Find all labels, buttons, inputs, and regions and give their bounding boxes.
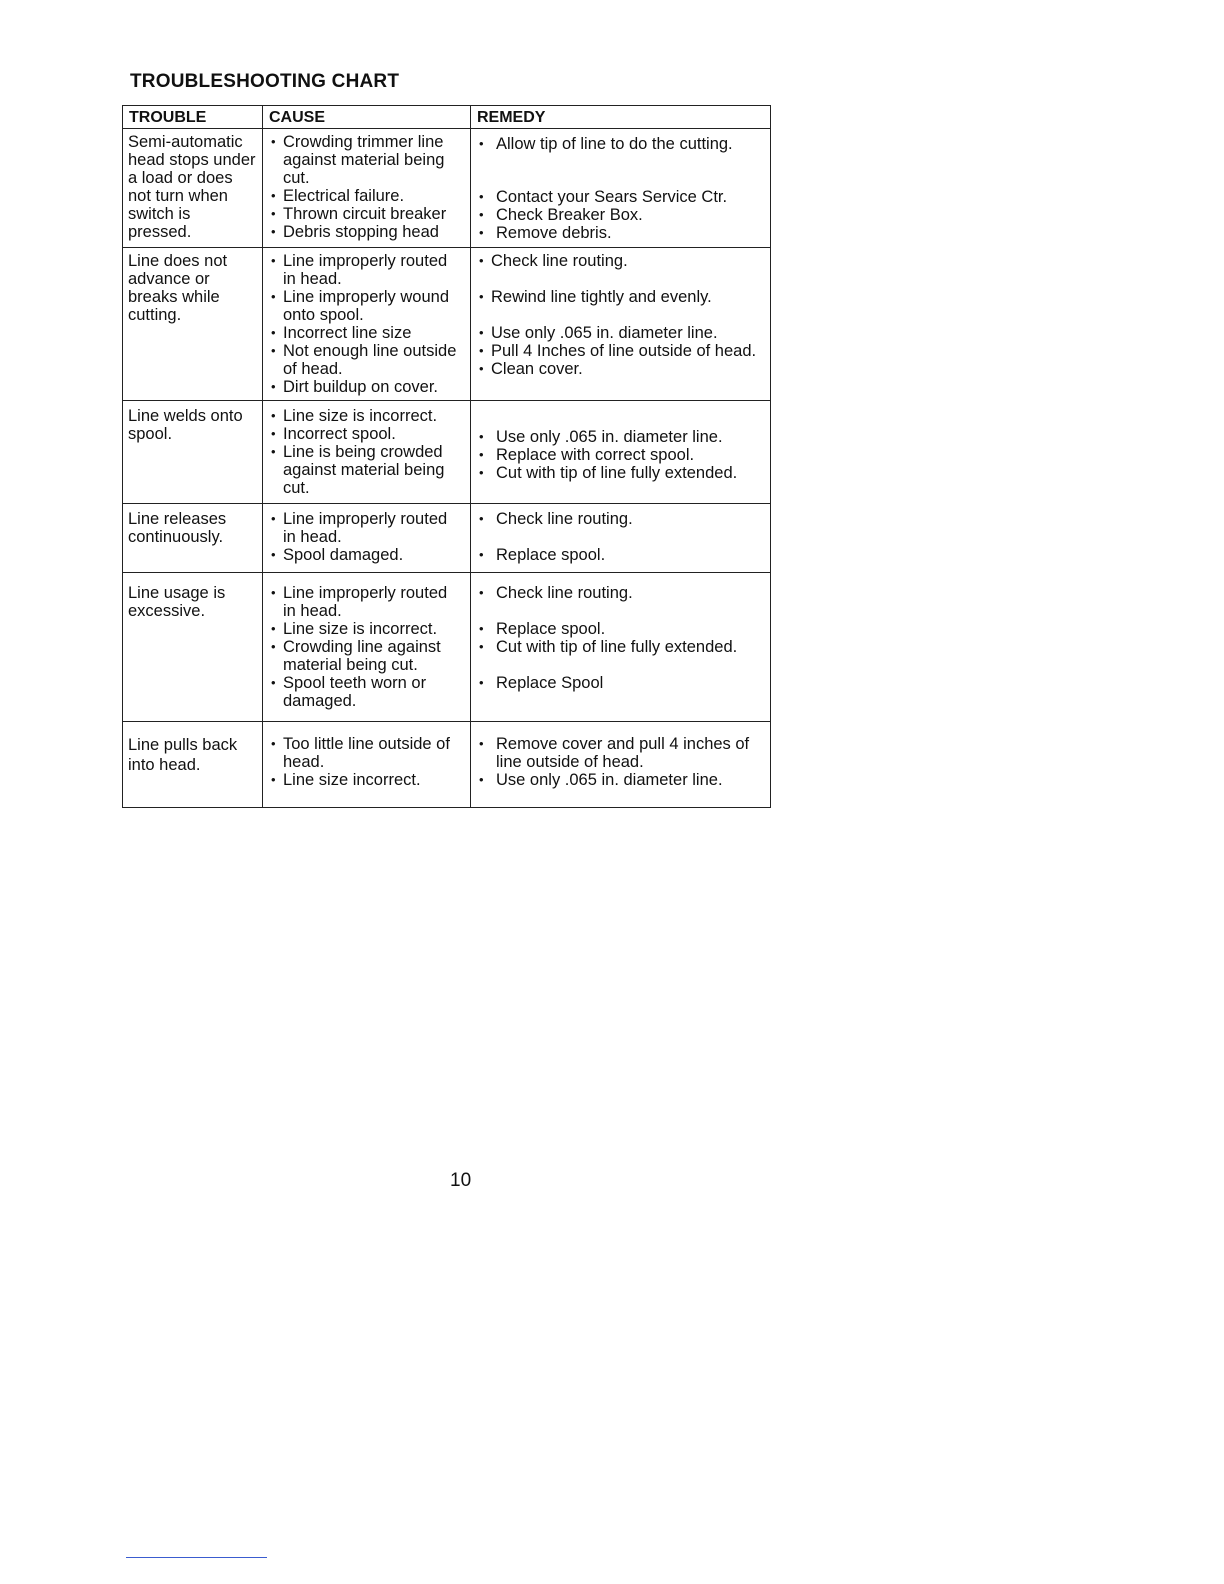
cause-item: • Dirt buildup on cover.	[268, 378, 464, 396]
trouble-cell: Line usage is excessive.	[123, 573, 263, 722]
trouble-cell: Line welds onto spool.	[123, 401, 263, 504]
remedy-item: • Check line routing.	[476, 510, 764, 528]
cause-item: • Crowding line against material being cut.	[268, 638, 464, 674]
cause-item: • Thrown circuit breaker	[268, 205, 464, 223]
cause-item: • Incorrect spool.	[268, 425, 464, 443]
header-remedy: REMEDY	[471, 106, 771, 129]
cause-cell	[263, 722, 471, 808]
cause-cell	[263, 573, 471, 722]
remedy-item: • Use only .065 in. diameter line.	[476, 771, 764, 789]
remedy-item: • Contact your Sears Service Ctr.	[476, 188, 764, 206]
cause-item: • Line improperly routed in head.	[268, 584, 464, 620]
cause-item: • Line size is incorrect.	[268, 407, 464, 425]
cause-item: • Spool damaged.	[268, 546, 464, 564]
remedy-item: • Clean cover.	[476, 360, 764, 378]
table-row	[123, 504, 771, 573]
remedy-cell	[471, 573, 771, 722]
trouble-cell: Semi-automatic head stops under a load or does not turn when switch is pressed.	[123, 129, 263, 248]
page-title: TROUBLESHOOTING CHART	[130, 71, 400, 92]
remedy-item: • Replace with correct spool.	[476, 446, 764, 464]
remedy-item: • Pull 4 Inches of line outside of head.	[476, 342, 764, 360]
remedy-item: • Cut with tip of line fully extended.	[476, 638, 764, 656]
page-number: 10	[450, 1170, 472, 1191]
table-header-row	[123, 106, 771, 129]
cause-item: • Line improperly routed in head.	[268, 510, 464, 546]
cause-item: • Line improperly wound onto spool.	[268, 288, 464, 324]
table-row	[123, 722, 771, 808]
footnote-rule	[126, 1557, 267, 1558]
cause-cell	[263, 248, 471, 401]
cause-item: • Line is being crowded against material being cut.	[268, 443, 464, 497]
cause-cell	[263, 129, 471, 248]
remedy-item: • Cut with tip of line fully extended.	[476, 464, 764, 482]
cause-item: • Not enough line outside of head.	[268, 342, 464, 378]
table-row	[123, 573, 771, 722]
cause-item: • Line size is incorrect.	[268, 620, 464, 638]
cause-item: • Electrical failure.	[268, 187, 464, 205]
cause-item: • Crowding trimmer line against material being cut.	[268, 133, 464, 187]
remedy-cell	[471, 722, 771, 808]
cause-cell	[263, 401, 471, 504]
remedy-item: • Allow tip of line to do the cutting.	[476, 135, 764, 153]
troubleshooting-table	[122, 105, 771, 808]
trouble-cell: Line pulls back into head.	[123, 722, 263, 808]
cause-cell	[263, 504, 471, 573]
table-row	[123, 248, 771, 401]
remedy-cell	[471, 248, 771, 401]
remedy-item: • Remove cover and pull 4 inches of line outside of head.	[476, 735, 764, 771]
remedy-cell	[471, 401, 771, 504]
cause-item: • Incorrect line size	[268, 324, 464, 342]
remedy-cell	[471, 504, 771, 573]
remedy-item: • Replace spool.	[476, 546, 764, 564]
remedy-item: • Use only .065 in. diameter line.	[476, 428, 764, 446]
remedy-item: • Replace Spool	[476, 674, 764, 692]
table-row	[123, 401, 771, 504]
remedy-item: • Use only .065 in. diameter line.	[476, 324, 764, 342]
header-cause: CAUSE	[263, 106, 471, 129]
remedy-item: • Replace spool.	[476, 620, 764, 638]
cause-item: • Spool teeth worn or damaged.	[268, 674, 464, 710]
remedy-cell	[471, 129, 771, 248]
trouble-cell: Line releases continuously.	[123, 504, 263, 573]
remedy-item: • Check Breaker Box.	[476, 206, 764, 224]
cause-item: • Line size incorrect.	[268, 771, 464, 789]
remedy-item: • Check line routing.	[476, 252, 764, 270]
cause-item: • Too little line outside of head.	[268, 735, 464, 771]
header-trouble: TROUBLE	[123, 106, 263, 129]
remedy-item: • Remove debris.	[476, 224, 764, 242]
trouble-cell: Line does not advance or breaks while cutting.	[123, 248, 263, 401]
cause-item: • Line improperly routed in head.	[268, 252, 464, 288]
cause-item: • Debris stopping head	[268, 223, 464, 241]
remedy-item: • Rewind line tightly and evenly.	[476, 288, 764, 306]
remedy-item: • Check line routing.	[476, 584, 764, 602]
table-row	[123, 129, 771, 248]
